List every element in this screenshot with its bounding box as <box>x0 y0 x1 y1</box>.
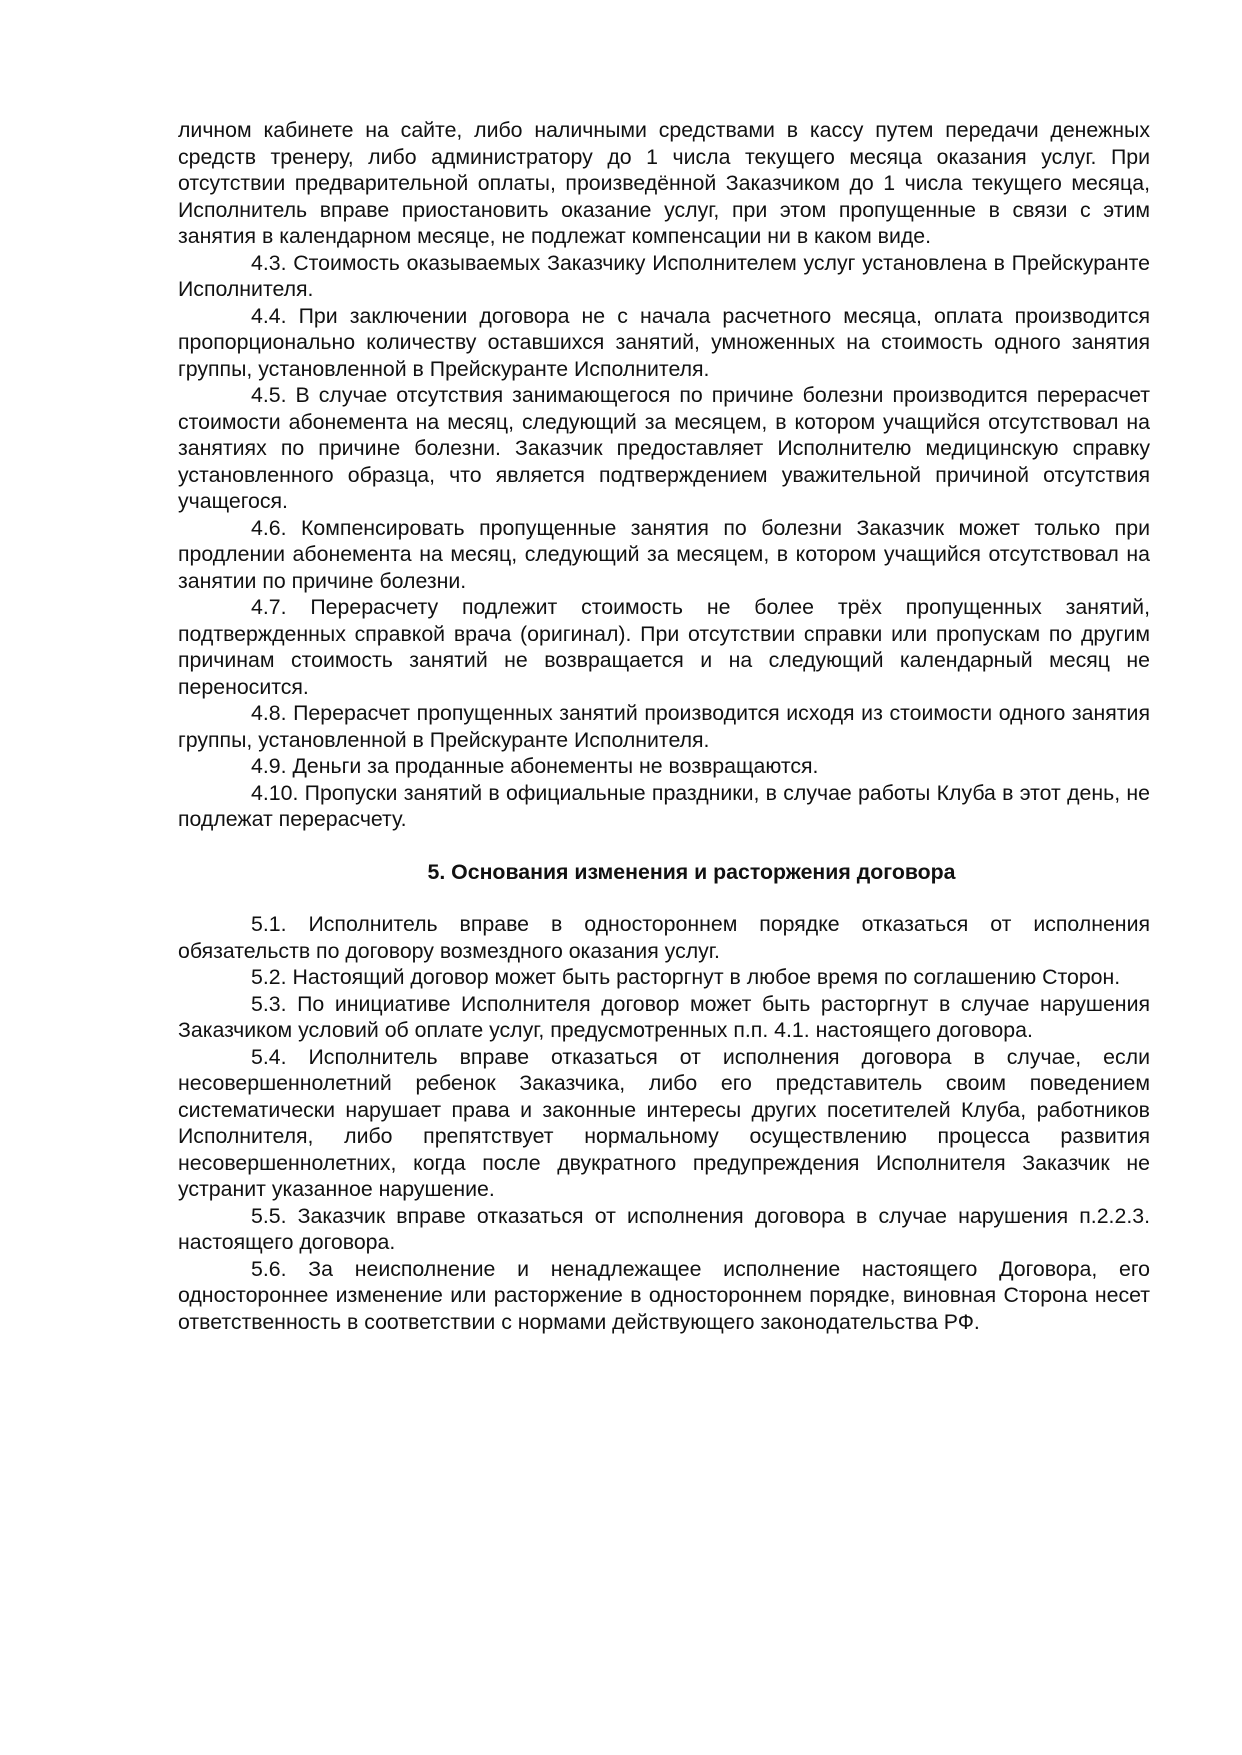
clause-5-6: 5.6. За неисполнение и ненадлежащее исполнение настоящего Договора, его одностороннее изменение или расторжение в одностороннем порядке, виновная Сторона несет ответственность в соответствии с нормами действующего законодательства РФ. <box>178 1256 1150 1334</box>
clause-4-10: 4.10. Пропуски занятий в официальные праздники, в случае работы Клуба в этот день, не подлежат перерасчету. <box>178 780 1150 831</box>
clause-5-4: 5.4. Исполнитель вправе отказаться от исполнения договора в случае, если несовершеннолетний ребенок Заказчика, либо его представитель своим поведением систематически нарушает права и законные интересы других посетителей Клуба, работников Исполнителя, либо препятствует нормальному осуществлению процесса развития несовершеннолетних, когда после двукратного предупреждения Исполнителя Заказчик не устранит указанное нарушение. <box>178 1044 1150 1201</box>
document-page <box>178 117 1150 1335</box>
clause-5-5: 5.5. Заказчик вправе отказаться от исполнения договора в случае нарушения п.2.2.3. настоящего договора. <box>178 1203 1150 1254</box>
clause-4-9: 4.9. Деньги за проданные абонементы не возвращаются. <box>251 754 819 778</box>
clause-4-3: 4.3. Стоимость оказываемых Заказчику Исполнителем услуг установлена в Прейскуранте Исполнителя. <box>178 250 1150 301</box>
clause-4-7: 4.7. Перерасчету подлежит стоимость не более трёх пропущенных занятий, подтвержденных справкой врача (оригинал). При отсутствии справки или пропускам по другим причинам стоимость занятий не возвращается и на следующий календарный месяц не переносится. <box>178 595 1150 699</box>
spacer <box>178 885 1150 911</box>
clause-4-8: 4.8. Перерасчет пропущенных занятий производится исходя из стоимости одного занятия группы, установленной в Прейскуранте Исполнителя. <box>178 701 1150 752</box>
clause-5-1: 5.1. Исполнитель вправе в одностороннем порядке отказаться от исполнения обязательств по договору возмездного оказания услуг. <box>178 912 1150 963</box>
clause-5-3: 5.3. По инициативе Исполнителя договор может быть расторгнут в случае нарушения Заказчиком условий об оплате услуг, предусмотренных п.п. 4.1. настоящего договора. <box>178 991 1150 1042</box>
spacer <box>178 833 1150 859</box>
clause-4-4: 4.4. При заключении договора не с начала расчетного месяца, оплата производится пропорционально количеству оставшихся занятий, умноженных на стоимость одного занятия группы, установленной в Прейскуранте Исполнителя. <box>178 303 1150 381</box>
intro-paragraph: личном кабинете на сайте, либо наличными средствами в кассу путем передачи денежных средств тренеру, либо администратору до 1 числа текущего месяца оказания услуг. При отсутствии предварительной оплаты, произведённой Заказчиком до 1 числа текущего месяца, Исполнитель вправе приостановить оказание услуг, при этом пропущенные в связи с этим занятия в календарном месяце, не подлежат компенсации ни в каком виде. <box>178 118 1150 248</box>
clause-4-6: 4.6. Компенсировать пропущенные занятия по болезни Заказчик может только при продлении абонемента на месяц, следующий за месяцем, в котором учащийся отсутствовал на занятии по причине болезни. <box>178 515 1150 593</box>
section-5-heading: 5. Основания изменения и расторжения договора <box>427 859 956 884</box>
clause-4-5: 4.5. В случае отсутствия занимающегося по причине болезни производится перерасчет стоимости абонемента на месяц, следующий за месяцем, в котором учащийся отсутствовал на занятиях по причине болезни. Заказчик предоставляет Исполнителю медицинскую справку установленного образца, что является подтверждением уважительной причиной отсутствия учащегося. <box>178 383 1150 513</box>
clause-5-2: 5.2. Настоящий договор может быть расторгнут в любое время по соглашению Сторон. <box>251 965 1121 989</box>
